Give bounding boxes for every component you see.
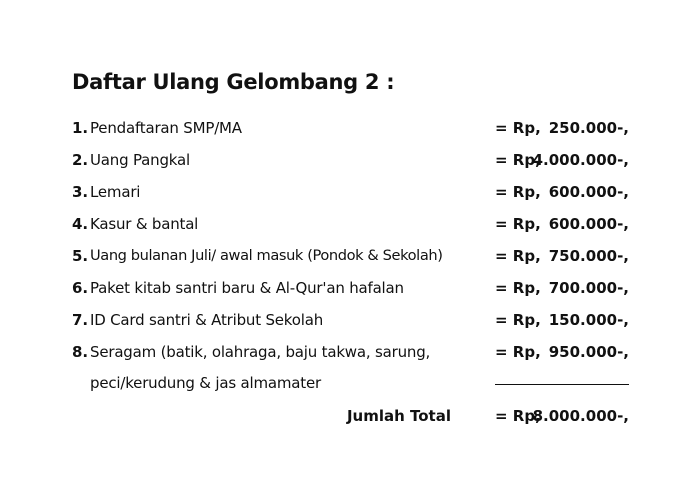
page-title: Daftar Ulang Gelombang 2 :	[72, 70, 395, 94]
list-item	[0, 279, 700, 311]
total-currency: = Rp,	[495, 407, 541, 425]
item-number: 6.	[72, 279, 89, 297]
list-item	[0, 151, 700, 183]
item-number: 2.	[72, 151, 89, 169]
item-label: Pendaftaran SMP/MA	[90, 119, 242, 137]
list-item	[0, 247, 700, 279]
list-item	[0, 119, 700, 151]
item-label: Seragam (batik, olahraga, baju takwa, sarung,	[90, 343, 431, 361]
list-item	[0, 311, 700, 343]
item-currency: = Rp,	[495, 183, 541, 201]
item-label: Kasur & bantal	[90, 215, 199, 233]
item-amount: 150.000-,	[548, 311, 629, 329]
item-amount: 600.000-,	[548, 215, 629, 233]
item-number: 3.	[72, 183, 89, 201]
total-divider	[495, 384, 629, 385]
item-amount: 250.000-,	[548, 119, 629, 137]
item-amount: 750.000-,	[548, 247, 629, 265]
item-label: ID Card santri & Atribut Sekolah	[90, 311, 323, 329]
item-label: Uang Pangkal	[90, 151, 190, 169]
item-number: 1.	[72, 119, 89, 137]
item-amount: 700.000-,	[548, 279, 629, 297]
total-label: Jumlah Total	[346, 407, 451, 425]
item-currency: = Rp,	[495, 311, 541, 329]
item-currency: = Rp,	[495, 119, 541, 137]
item-number: 8.	[72, 343, 89, 361]
item-amount: 600.000-,	[548, 183, 629, 201]
list-item	[0, 215, 700, 247]
item-label-continuation: peci/kerudung & jas almamater	[90, 374, 321, 392]
list-item	[0, 343, 700, 375]
item-currency: = Rp,	[495, 279, 541, 297]
list-item	[0, 183, 700, 215]
item-currency: = Rp,	[495, 151, 541, 169]
item-label: Uang bulanan Juli/ awal masuk (Pondok & Sekolah)	[90, 247, 443, 264]
total-amount: 8.000.000-,	[532, 407, 629, 425]
item-currency: = Rp,	[495, 247, 541, 265]
item-amount: 950.000-,	[548, 343, 629, 361]
item-label: Lemari	[90, 183, 141, 201]
item-label: Paket kitab santri baru & Al-Qur'an hafalan	[90, 279, 404, 297]
item-amount: 4.000.000-,	[532, 151, 629, 169]
item-number: 4.	[72, 215, 89, 233]
item-number: 7.	[72, 311, 89, 329]
item-currency: = Rp,	[495, 215, 541, 233]
item-number: 5.	[72, 247, 89, 265]
item-currency: = Rp,	[495, 343, 541, 361]
